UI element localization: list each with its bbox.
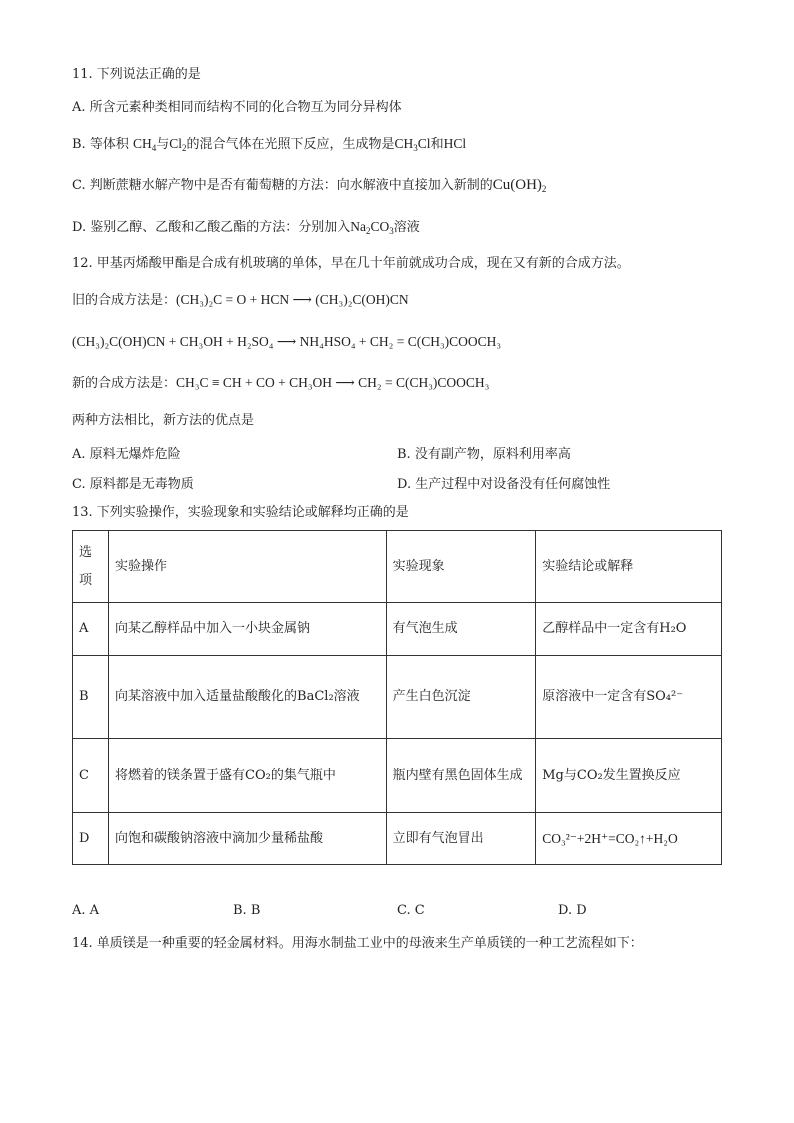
q11-b-ch4: $CH_4$ <box>132 136 157 153</box>
q14-stem: 14. 单质镁是一种重要的轻金属材料。用海水制盐工业中的母液来生产单质镁的一种工艺流程如下： <box>72 936 643 951</box>
q11-b-cl2: $Cl_2$ <box>169 136 187 153</box>
q12-equation-1: (CH₃)₂C = O + HCN ⟶ (CH₃)₂C(OH)CN <box>176 292 409 307</box>
q13-stem: 13. 下列实验操作，实验现象和实验结论或解释均正确的是 <box>72 505 409 520</box>
q13-choice-c: C. C <box>397 903 425 918</box>
table-row <box>73 813 722 865</box>
q11-b-mid: 的混合气体在光照下反应，生成物是 <box>186 137 395 152</box>
q11-d-text: D. 鉴别乙醇、乙酸和乙酸乙酯的方法：分别加入 <box>72 220 351 235</box>
q12-old-method <box>72 291 409 310</box>
row-operation: 向饱和碳酸钠溶液中滴加少量稀盐酸 <box>109 813 387 865</box>
row-conclusion: CO₃²⁻+2H⁺=CO₂↑+H₂O <box>536 813 722 865</box>
q12-new-label: 新的合成方法是： <box>72 376 177 391</box>
q11-option-b <box>72 135 466 154</box>
q11-b-hcl: HCl <box>443 136 467 151</box>
q12-new-method <box>72 374 489 393</box>
q11-b-and: 与 <box>156 137 170 152</box>
row-conclusion: Mg与CO₂发生置换反应 <box>536 739 722 813</box>
table-header-row <box>73 531 722 603</box>
q11-option-a: A. 所含元素种类相同而结构不同的化合物互为同分异构体 <box>72 100 402 115</box>
q13-choice-d: D. D <box>558 903 587 918</box>
header-operation: 实验操作 <box>109 531 387 603</box>
header-option: 选项 <box>73 531 109 603</box>
q12-compare: 两种方法相比，新方法的优点是 <box>72 413 255 428</box>
row-operation: 向某溶液中加入适量盐酸酸化的BaCl₂溶液 <box>109 656 387 739</box>
q13-choice-b: B. B <box>233 903 261 918</box>
table-row <box>73 739 722 813</box>
row-conclusion: 乙醇样品中一定含有H₂O <box>536 603 722 656</box>
table-row <box>73 603 722 656</box>
row-phenomenon: 瓶内壁有黑色固体生成 <box>386 739 536 813</box>
row-phenomenon: 有气泡生成 <box>386 603 536 656</box>
row-option: C <box>73 739 109 813</box>
row-option: A <box>73 603 109 656</box>
q11-c-formula: $Cu(OH)_2$ <box>492 177 547 194</box>
q13-choice-a: A. A <box>72 903 100 918</box>
row-phenomenon: 产生白色沉淀 <box>386 656 536 739</box>
q12-option-b: B. 没有副产物，原料利用率高 <box>397 447 571 462</box>
q12-option-a: A. 原料无爆炸危险 <box>72 447 181 462</box>
q11-d-tail: 溶液 <box>393 220 420 235</box>
q11-stem: 11. 下列说法正确的是 <box>72 67 201 82</box>
q12-option-d: D. 生产过程中对设备没有任何腐蚀性 <box>397 477 611 492</box>
header-phenomenon: 实验现象 <box>386 531 536 603</box>
q11-d-formula: $Na_2CO_3$ <box>350 219 394 236</box>
q12-option-c: C. 原料都是无毒物质 <box>72 477 194 492</box>
q11-option-c <box>72 176 546 195</box>
row-conclusion: 原溶液中一定含有SO₄²⁻ <box>536 656 722 739</box>
q12-stem: 12. 甲基丙烯酸甲酯是合成有机玻璃的单体，早在几十年前就成功合成，现在又有新的合成方法。 <box>72 256 630 271</box>
q11-option-d <box>72 218 420 237</box>
q12-old-label: 旧的合成方法是： <box>72 293 177 308</box>
q11-b-ch3cl: $CH_3Cl$ <box>394 136 431 153</box>
row-operation: 向某乙醇样品中加入一小块金属钠 <box>109 603 387 656</box>
row-option: B <box>73 656 109 739</box>
q11-b-and2: 和 <box>430 137 444 152</box>
q11-b-prefix: B. 等体积 <box>72 137 129 152</box>
q11-c-text: C. 判断蔗糖水解产物中是否有葡萄糖的方法：向水解液中直接加入新制的 <box>72 178 493 193</box>
row-phenomenon: 立即有气泡冒出 <box>386 813 536 865</box>
experiment-table <box>72 530 722 865</box>
table-row <box>73 656 722 739</box>
q12-equation-2: (CH₃)₂C(OH)CN + CH₃OH + H₂SO₄ ⟶ NH₄HSO₄ + CH₂ = C(CH₃)COOCH₃ <box>72 334 502 349</box>
row-option: D <box>73 813 109 865</box>
header-conclusion: 实验结论或解释 <box>536 531 722 603</box>
row-operation: 将燃着的镁条置于盛有CO₂的集气瓶中 <box>109 739 387 813</box>
q12-equation-3: CH₃C ≡ CH + CO + CH₃OH ⟶ CH₂ = C(CH₃)COOCH₃ <box>176 375 490 390</box>
